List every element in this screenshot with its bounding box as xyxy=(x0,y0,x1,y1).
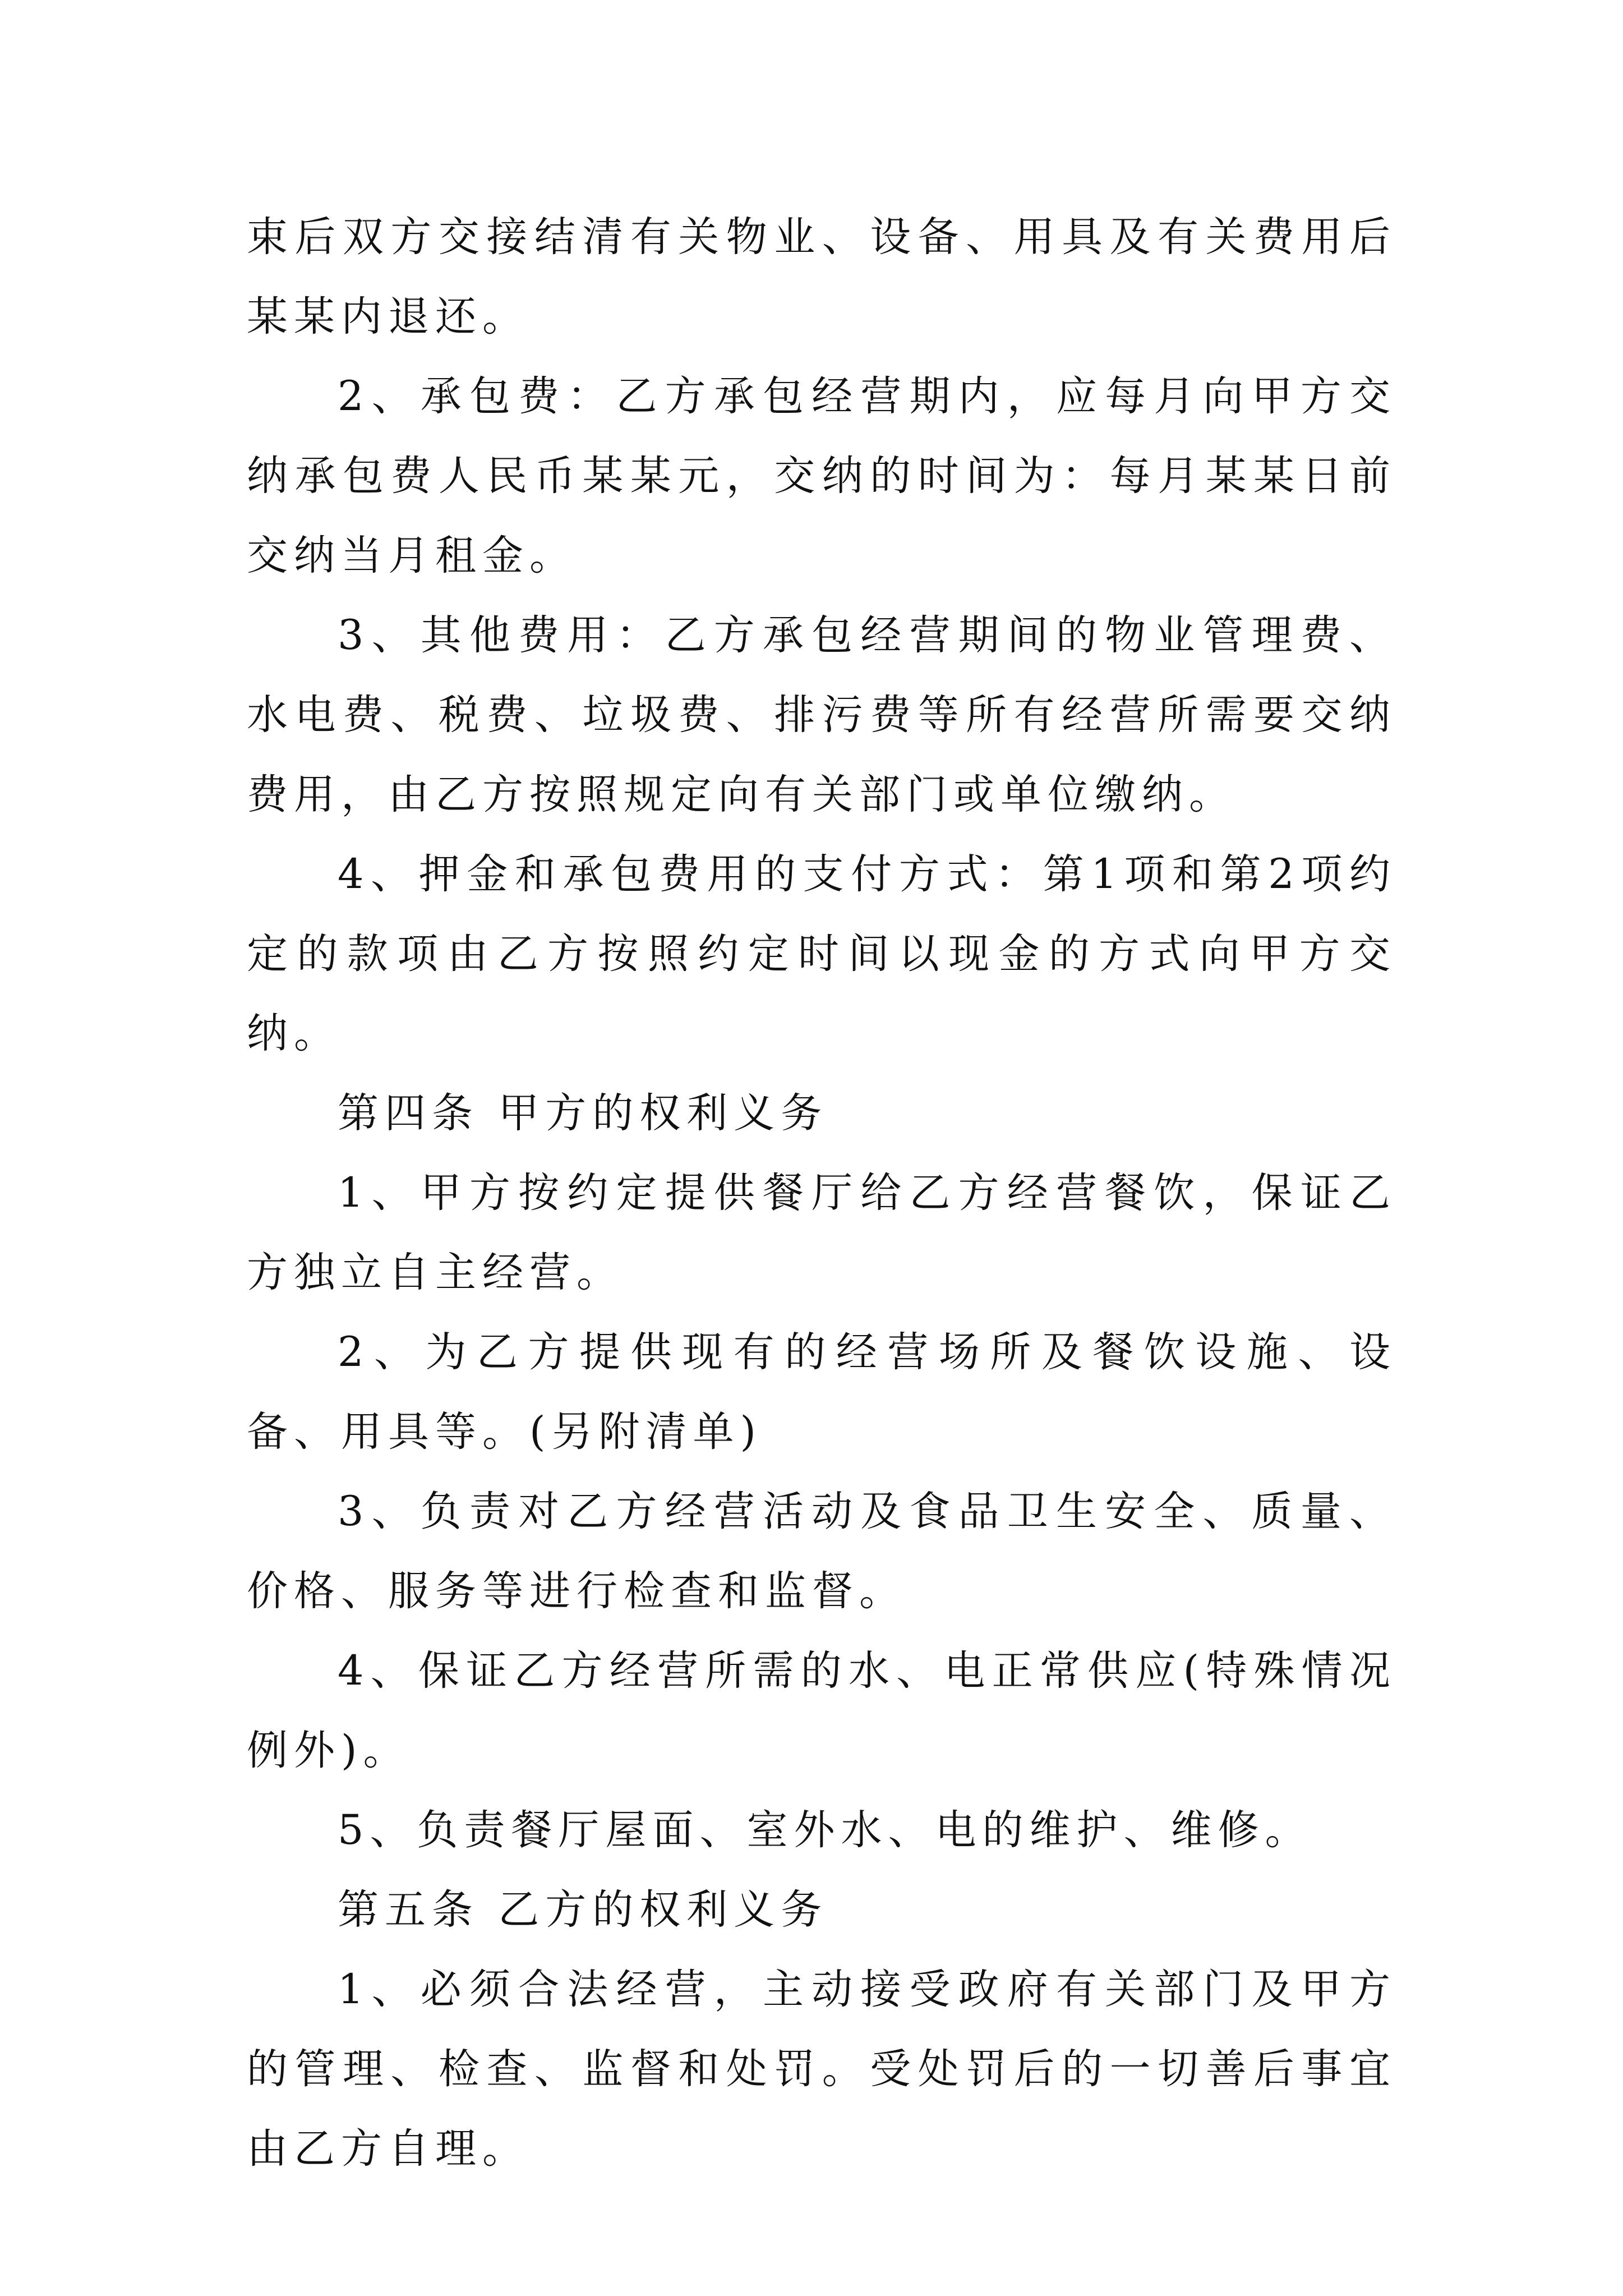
paragraph-party-a-item-5: 5、负责餐厅屋面、室外水、电的维护、维修。 xyxy=(338,1806,1312,1854)
article-five-heading: 第五条 乙方的权利义务 xyxy=(338,1886,828,1934)
paragraph-continuation: 束后双方交接结清有关物业、设备、用具及有关费用后某某内退还。 xyxy=(247,213,1396,341)
paragraph-other-fees: 3、其他费用：乙方承包经营期间的物业管理费、水电费、税费、垃圾费、排污费等所有经营所需要交纳费用，由乙方按照规定向有关部门或单位缴纳。 xyxy=(247,611,1396,818)
paragraph-party-a-item-1: 1、甲方按约定提供餐厅给乙方经营餐饮，保证乙方独立自主经营。 xyxy=(247,1169,1396,1296)
paragraph-party-a-item-3: 3、负责对乙方经营活动及食品卫生安全、质量、价格、服务等进行检查和监督。 xyxy=(247,1488,1396,1615)
paragraph-party-b-item-1: 1、必须合法经营，主动接受政府有关部门及甲方的管理、检查、监督和处罚。受处罚后的一切善后事宜由乙方自理。 xyxy=(247,1966,1396,2173)
paragraph-payment-method: 4、押金和承包费用的支付方式：第1项和第2项约定的款项由乙方按照约定时间以现金的方式向甲方交纳。 xyxy=(247,850,1396,1057)
paragraph-party-a-item-2: 2、为乙方提供现有的经营场所及餐饮设施、设备、用具等。(另附清单) xyxy=(247,1328,1396,1456)
paragraph-party-a-item-4: 4、保证乙方经营所需的水、电正常供应(特殊情况例外)。 xyxy=(247,1647,1396,1774)
document-body xyxy=(247,197,1396,2189)
paragraph-contract-fee: 2、承包费：乙方承包经营期内，应每月向甲方交纳承包费人民币某某元，交纳的时间为：每月某某日前交纳当月租金。 xyxy=(247,372,1396,579)
article-four-heading: 第四条 甲方的权利义务 xyxy=(338,1089,828,1137)
